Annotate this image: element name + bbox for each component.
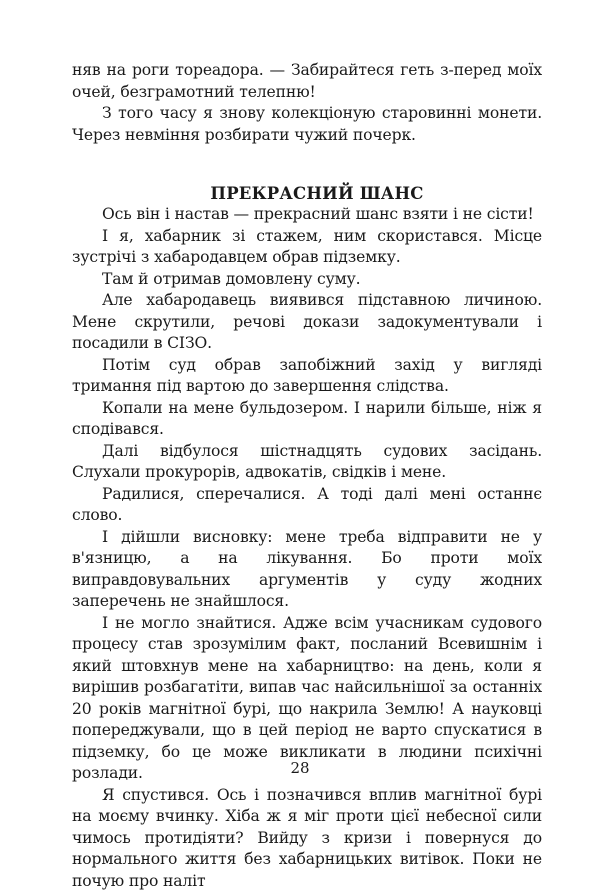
intro-paragraph-1: няв на роги тореадора. — Забирайтеся геть з-перед моїх очей, безграмотний телепню! bbox=[72, 60, 542, 103]
section-paragraph: Копали на мене бульдозером. І нарили більше, ніж я сподівався. bbox=[72, 398, 542, 441]
section-paragraph: Потім суд обрав запобіжний захід у вигляді тримання під вартою до завершення слідства. bbox=[72, 355, 542, 398]
section-paragraph: І я, хабарник зі стажем, ним скористався. Місце зустрічі з хабародавцем обрав підземку. bbox=[72, 226, 542, 269]
section-title: ПРЕКРАСНИЙ ШАНС bbox=[72, 184, 542, 203]
section-paragraph: І дійшли висновку: мене треба відправити не у в'язницю, а на лікування. Бо проти моїх виправдовувальних аргументів у суду жодних заперечень не знайшлося. bbox=[72, 527, 542, 613]
page-number: 28 bbox=[0, 759, 600, 777]
section-paragraph: Я спустився. Ось і позначився вплив магнітної бурі на моєму вчинку. Хіба ж я міг проти цієї небесної сили чимось протидіяти? Вийду з кризи і повернуся до нормального життя без хабарницьких витівок. Поки не почую про наліт bbox=[72, 785, 542, 892]
section-paragraph: Але хабародавець виявився підставною личиною. Мене скрутили, речові докази задокументували і посадили в СІЗО. bbox=[72, 290, 542, 355]
section-paragraph: Там й отримав домовлену суму. bbox=[72, 269, 542, 291]
section-paragraph: Радилися, сперечалися. А тоді далі мені останнє слово. bbox=[72, 484, 542, 527]
section-paragraph: І не могло знайтися. Адже всім учасникам судового процесу став зрозумілим факт, посланий Всевишнім і який штовхнув мене на хабарництво: на день, коли я вирішив розбагатіти, випав час найсильнішої за останніх 20 років магнітної бурі, що накрила Землю! А науковці попереджували, що в цей період не варто спускатися в підземку, бо це може викликати в людини психічні розлади. bbox=[72, 613, 542, 785]
intro-paragraph-2: З того часу я знову колекціоную старовинні монети. Через невміння розбирати чужий почерк. bbox=[72, 103, 542, 146]
section-paragraph: Далі відбулося шістнадцять судових засідань. Слухали прокурорів, адвокатів, свідків і мене. bbox=[72, 441, 542, 484]
section-paragraph: Ось він і настав — прекрасний шанс взяти і не сісти! bbox=[72, 204, 542, 226]
